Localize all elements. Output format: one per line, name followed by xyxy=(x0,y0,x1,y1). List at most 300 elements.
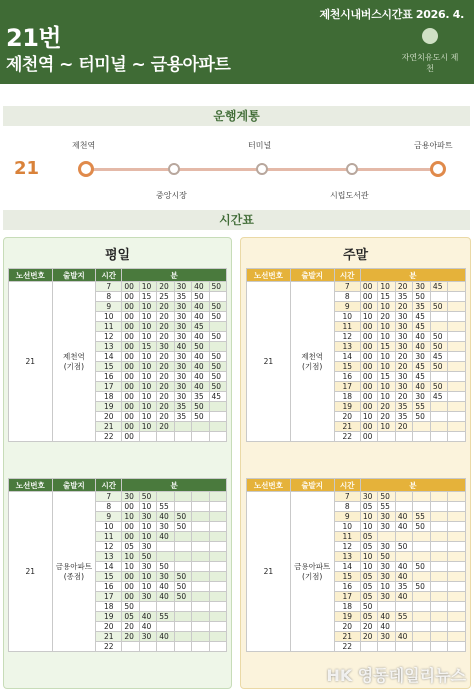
minute-cell: 50 xyxy=(192,412,209,422)
minute-cell: 10 xyxy=(139,532,156,542)
minute-cell xyxy=(192,492,209,502)
minute-cell: 00 xyxy=(122,432,139,442)
minute-cell xyxy=(430,492,448,502)
minute-cell: 30 xyxy=(157,342,174,352)
minute-cell xyxy=(209,322,226,332)
minute-cell xyxy=(430,542,448,552)
minute-cell: 10 xyxy=(139,572,156,582)
hour-cell: 16 xyxy=(96,372,122,382)
minute-cell xyxy=(157,492,174,502)
minute-cell: 50 xyxy=(209,372,226,382)
minute-cell xyxy=(209,432,226,442)
stop-label-2: 터미널 xyxy=(248,141,272,150)
minute-cell xyxy=(448,582,466,592)
minute-cell: 30 xyxy=(395,332,413,342)
minute-cell: 10 xyxy=(378,302,396,312)
minute-cell: 10 xyxy=(122,512,139,522)
minute-cell xyxy=(448,592,466,602)
minute-cell: 35 xyxy=(174,292,191,302)
minute-cell: 05 xyxy=(360,592,378,602)
minute-cell: 20 xyxy=(157,402,174,412)
minute-cell xyxy=(448,562,466,572)
minute-cell: 50 xyxy=(209,352,226,362)
header-top-label: 제천시내버스시간표 2026. 4. xyxy=(319,8,464,21)
hour-cell: 21 xyxy=(96,632,122,642)
minute-cell: 45 xyxy=(413,372,431,382)
minute-cell xyxy=(430,582,448,592)
minute-cell: 35 xyxy=(395,412,413,422)
minute-cell xyxy=(174,432,191,442)
minute-cell: 10 xyxy=(139,332,156,342)
minute-cell: 10 xyxy=(139,322,156,332)
minute-cell xyxy=(174,612,191,622)
minute-cell: 50 xyxy=(157,562,174,572)
minute-cell: 15 xyxy=(139,292,156,302)
minute-cell: 30 xyxy=(174,332,191,342)
minute-cell xyxy=(448,362,466,372)
minute-cell: 10 xyxy=(360,562,378,572)
minute-cell: 40 xyxy=(395,512,413,522)
minute-cell: 40 xyxy=(395,562,413,572)
minute-cell xyxy=(192,592,209,602)
minute-cell xyxy=(430,502,448,512)
minute-cell xyxy=(174,502,191,512)
minute-cell: 40 xyxy=(157,512,174,522)
section-route-diagram: 운행계통 xyxy=(3,106,470,126)
hour-cell: 12 xyxy=(334,542,360,552)
minute-cell xyxy=(192,522,209,532)
minute-cell: 00 xyxy=(122,532,139,542)
minute-cell: 10 xyxy=(378,362,396,372)
minute-cell: 30 xyxy=(395,382,413,392)
minute-cell: 20 xyxy=(122,622,139,632)
minute-cell: 55 xyxy=(395,612,413,622)
minute-cell xyxy=(413,612,431,622)
minute-cell: 50 xyxy=(430,302,448,312)
hour-cell: 7 xyxy=(96,282,122,292)
minute-cell xyxy=(378,602,396,612)
hour-cell: 19 xyxy=(334,402,360,412)
minute-cell: 30 xyxy=(413,352,431,362)
minute-cell: 40 xyxy=(413,332,431,342)
minute-cell: 10 xyxy=(139,582,156,592)
hour-cell: 15 xyxy=(334,362,360,372)
minute-cell: 20 xyxy=(122,632,139,642)
hour-cell: 12 xyxy=(334,332,360,342)
hour-cell: 17 xyxy=(334,592,360,602)
minute-cell xyxy=(209,552,226,562)
minute-cell: 50 xyxy=(378,552,396,562)
hour-cell: 13 xyxy=(96,342,122,352)
section-timetable: 시간표 xyxy=(3,210,470,230)
table-row xyxy=(247,492,466,502)
hour-cell: 14 xyxy=(334,352,360,362)
minute-cell: 50 xyxy=(192,292,209,302)
minute-cell xyxy=(192,502,209,512)
stop-marker-4 xyxy=(430,161,446,177)
minute-cell xyxy=(192,572,209,582)
minute-cell: 40 xyxy=(378,612,396,622)
minute-cell xyxy=(174,562,191,572)
hour-cell: 21 xyxy=(334,632,360,642)
minute-cell: 10 xyxy=(139,302,156,312)
minute-cell: 15 xyxy=(378,372,396,382)
minute-cell xyxy=(209,412,226,422)
minute-cell xyxy=(395,642,413,652)
minute-cell xyxy=(122,642,139,652)
hour-cell: 22 xyxy=(334,642,360,652)
minute-cell: 40 xyxy=(157,582,174,592)
minute-cell xyxy=(430,432,448,442)
weekend-timetable-from-geumyong-apt xyxy=(246,478,466,652)
minute-cell: 40 xyxy=(395,522,413,532)
minute-cell: 05 xyxy=(122,542,139,552)
minute-cell: 00 xyxy=(360,402,378,412)
minute-cell xyxy=(174,422,191,432)
minute-cell: 10 xyxy=(139,282,156,292)
minute-cell xyxy=(209,402,226,412)
minute-cell: 00 xyxy=(360,342,378,352)
hour-cell: 17 xyxy=(96,592,122,602)
minute-cell xyxy=(430,632,448,642)
hour-cell: 8 xyxy=(334,502,360,512)
minute-cell: 10 xyxy=(378,332,396,342)
minute-cell: 10 xyxy=(139,522,156,532)
hour-cell: 15 xyxy=(96,572,122,582)
origin-cell: 제천역 (기점) xyxy=(290,282,334,442)
minute-cell: 20 xyxy=(378,402,396,412)
minute-cell: 15 xyxy=(378,292,396,302)
hour-cell: 14 xyxy=(334,562,360,572)
minute-cell xyxy=(157,642,174,652)
minute-cell: 40 xyxy=(192,362,209,372)
minute-cell xyxy=(192,622,209,632)
minute-cell: 55 xyxy=(413,402,431,412)
minute-cell: 40 xyxy=(192,302,209,312)
minute-cell xyxy=(378,532,396,542)
minute-cell xyxy=(430,602,448,612)
minute-cell: 50 xyxy=(413,582,431,592)
minute-cell xyxy=(395,492,413,502)
minute-cell: 40 xyxy=(395,572,413,582)
hour-cell: 7 xyxy=(96,492,122,502)
minute-cell xyxy=(448,392,466,402)
minute-cell: 55 xyxy=(157,612,174,622)
minute-cell: 30 xyxy=(174,372,191,382)
minute-cell: 45 xyxy=(413,362,431,372)
table-header-row xyxy=(247,269,466,282)
minute-cell: 50 xyxy=(122,602,139,612)
minute-cell xyxy=(139,432,156,442)
table-row xyxy=(9,492,227,502)
minute-cell: 00 xyxy=(360,372,378,382)
hour-cell: 10 xyxy=(334,522,360,532)
minute-cell xyxy=(209,612,226,622)
minute-cell xyxy=(192,632,209,642)
minute-cell: 00 xyxy=(122,392,139,402)
minute-cell: 30 xyxy=(174,382,191,392)
minute-cell: 40 xyxy=(174,342,191,352)
minute-cell xyxy=(448,302,466,312)
hour-cell: 9 xyxy=(334,512,360,522)
minute-cell: 40 xyxy=(192,382,209,392)
minute-cell: 00 xyxy=(122,332,139,342)
minute-cell: 00 xyxy=(360,282,378,292)
minute-cell: 10 xyxy=(139,402,156,412)
minute-cell: 50 xyxy=(192,342,209,352)
stop-marker-1 xyxy=(168,163,180,175)
minute-cell xyxy=(209,502,226,512)
minute-cell: 40 xyxy=(139,622,156,632)
hour-cell: 8 xyxy=(96,502,122,512)
minute-cell: 30 xyxy=(174,282,191,292)
minute-cell xyxy=(174,642,191,652)
minute-cell xyxy=(430,422,448,432)
hour-cell: 14 xyxy=(96,562,122,572)
minute-cell xyxy=(448,322,466,332)
minute-cell xyxy=(209,422,226,432)
header xyxy=(0,0,474,84)
minute-cell: 00 xyxy=(122,302,139,312)
minute-cell: 20 xyxy=(157,282,174,292)
minute-cell: 00 xyxy=(360,382,378,392)
minute-cell xyxy=(192,602,209,612)
minute-cell: 35 xyxy=(413,302,431,312)
hour-cell: 10 xyxy=(96,312,122,322)
minute-cell xyxy=(413,572,431,582)
minute-cell xyxy=(209,632,226,642)
minute-cell: 00 xyxy=(122,362,139,372)
minute-cell: 10 xyxy=(378,382,396,392)
hour-cell: 19 xyxy=(96,612,122,622)
hour-cell: 12 xyxy=(96,542,122,552)
minute-cell xyxy=(448,522,466,532)
minute-cell: 50 xyxy=(192,402,209,412)
minute-cell: 00 xyxy=(122,502,139,512)
minute-cell xyxy=(209,592,226,602)
minute-cell: 35 xyxy=(395,402,413,412)
minute-cell xyxy=(413,632,431,642)
hour-cell: 16 xyxy=(96,582,122,592)
minute-cell: 30 xyxy=(139,632,156,642)
minute-cell xyxy=(209,532,226,542)
minute-cell: 00 xyxy=(122,342,139,352)
hour-cell: 22 xyxy=(96,432,122,442)
table-header-row xyxy=(9,269,227,282)
hour-cell: 11 xyxy=(96,532,122,542)
minute-cell: 05 xyxy=(122,612,139,622)
minute-cell: 30 xyxy=(157,572,174,582)
minute-cell: 45 xyxy=(413,322,431,332)
route-number-cell: 21 xyxy=(247,282,291,442)
route-column-header: 노선번호 xyxy=(9,269,53,282)
minute-cell: 05 xyxy=(360,532,378,542)
hour-column-header: 시간 xyxy=(96,269,122,282)
minute-cell: 00 xyxy=(360,322,378,332)
minute-cell: 45 xyxy=(192,322,209,332)
minute-cell: 50 xyxy=(413,562,431,572)
minute-cell xyxy=(413,542,431,552)
minute-cell: 50 xyxy=(413,292,431,302)
route-column-header: 노선번호 xyxy=(9,479,53,492)
minute-cell xyxy=(448,642,466,652)
minute-cell: 40 xyxy=(395,592,413,602)
minute-cell xyxy=(448,292,466,302)
stop-marker-2 xyxy=(256,163,268,175)
minute-cell: 20 xyxy=(157,382,174,392)
minute-cell xyxy=(448,372,466,382)
minute-cell xyxy=(430,312,448,322)
minute-cell: 00 xyxy=(122,372,139,382)
city-logo xyxy=(398,28,462,73)
minute-cell xyxy=(448,512,466,522)
hour-cell: 16 xyxy=(334,372,360,382)
minute-cell: 30 xyxy=(360,492,378,502)
hour-cell: 15 xyxy=(334,572,360,582)
minute-cell: 30 xyxy=(157,522,174,532)
minute-cell xyxy=(174,602,191,612)
minute-cell: 25 xyxy=(157,292,174,302)
minute-cell: 20 xyxy=(157,312,174,322)
minute-cell: 40 xyxy=(192,352,209,362)
minute-cell: 55 xyxy=(413,512,431,522)
minute-cell xyxy=(430,532,448,542)
minute-cell xyxy=(430,592,448,602)
minute-cell xyxy=(209,522,226,532)
route-number-cell: 21 xyxy=(9,492,53,652)
minute-cell xyxy=(209,562,226,572)
hour-cell: 16 xyxy=(334,582,360,592)
hour-column-header: 시간 xyxy=(96,479,122,492)
hour-cell: 17 xyxy=(96,382,122,392)
route-number: 21번 xyxy=(6,24,62,52)
route-column-header: 노선번호 xyxy=(247,269,291,282)
hour-cell: 19 xyxy=(334,612,360,622)
minute-cell: 45 xyxy=(209,392,226,402)
minute-cell: 20 xyxy=(157,372,174,382)
hour-cell: 20 xyxy=(96,622,122,632)
minute-cell xyxy=(413,492,431,502)
minute-cell: 20 xyxy=(157,322,174,332)
hour-cell: 11 xyxy=(334,532,360,542)
minute-cell xyxy=(413,602,431,612)
minute-cell xyxy=(395,602,413,612)
minute-cell: 00 xyxy=(360,292,378,302)
minute-cell: 10 xyxy=(378,422,396,432)
minute-cell: 50 xyxy=(430,332,448,342)
minute-cell: 10 xyxy=(122,562,139,572)
logo-text: 자연치유도시 제천 xyxy=(401,53,459,73)
minute-cell xyxy=(448,602,466,612)
minute-cell: 40 xyxy=(192,282,209,292)
origin-column-header: 출발지 xyxy=(52,479,96,492)
minute-cell: 50 xyxy=(430,382,448,392)
route-number-cell: 21 xyxy=(247,492,291,652)
minute-cell xyxy=(174,552,191,562)
minute-cell xyxy=(413,622,431,632)
minute-cell: 20 xyxy=(378,312,396,322)
minute-cell xyxy=(209,492,226,502)
hour-column-header: 시간 xyxy=(334,479,360,492)
minute-cell: 30 xyxy=(395,342,413,352)
hour-cell: 20 xyxy=(96,412,122,422)
origin-column-header: 출발지 xyxy=(52,269,96,282)
minute-cell: 50 xyxy=(209,382,226,392)
minute-cell: 00 xyxy=(122,282,139,292)
minute-cell: 40 xyxy=(395,632,413,642)
minute-cell: 00 xyxy=(360,432,378,442)
minute-cell xyxy=(209,642,226,652)
minute-cell xyxy=(378,432,396,442)
minute-cell: 50 xyxy=(413,522,431,532)
minute-cell xyxy=(174,622,191,632)
hour-cell: 8 xyxy=(96,292,122,302)
minute-cell xyxy=(209,342,226,352)
minute-cell: 00 xyxy=(360,362,378,372)
table-row xyxy=(9,282,227,292)
minute-cell: 00 xyxy=(122,352,139,362)
minute-cell: 30 xyxy=(378,522,396,532)
minute-cell: 00 xyxy=(122,422,139,432)
hour-cell: 10 xyxy=(96,522,122,532)
stop-label-1: 중앙시장 xyxy=(156,191,187,200)
minute-cell: 20 xyxy=(157,352,174,362)
hour-cell: 22 xyxy=(334,432,360,442)
minute-cell xyxy=(430,552,448,562)
minute-cell: 30 xyxy=(395,372,413,382)
minute-cell: 30 xyxy=(395,322,413,332)
minute-cell: 00 xyxy=(122,322,139,332)
minute-cell xyxy=(448,572,466,582)
origin-column-header: 출발지 xyxy=(290,479,334,492)
stop-label-3: 시립도서관 xyxy=(330,191,369,200)
minute-cell: 40 xyxy=(413,342,431,352)
minute-cell: 00 xyxy=(360,392,378,402)
minute-cell: 20 xyxy=(395,422,413,432)
minute-cell xyxy=(448,552,466,562)
minute-cell xyxy=(448,612,466,622)
minute-cell: 20 xyxy=(157,332,174,342)
minute-cell: 20 xyxy=(378,412,396,422)
minute-cell xyxy=(430,522,448,532)
minute-cell: 50 xyxy=(174,582,191,592)
minute-cell xyxy=(174,542,191,552)
table-row xyxy=(247,282,466,292)
minute-cell: 40 xyxy=(192,372,209,382)
minute-cell: 10 xyxy=(139,352,156,362)
minute-cell: 00 xyxy=(122,582,139,592)
hour-cell: 13 xyxy=(334,552,360,562)
minute-cell xyxy=(448,492,466,502)
hour-cell: 13 xyxy=(334,342,360,352)
minute-cell: 15 xyxy=(139,342,156,352)
minute-cell xyxy=(448,502,466,512)
minute-cell: 20 xyxy=(395,392,413,402)
stop-label-0: 제천역 xyxy=(72,141,96,150)
minute-cell xyxy=(395,432,413,442)
minute-cell: 00 xyxy=(122,412,139,422)
minute-cell: 05 xyxy=(360,542,378,552)
minute-cell: 20 xyxy=(157,362,174,372)
minute-cell: 30 xyxy=(378,592,396,602)
minute-cell: 00 xyxy=(122,572,139,582)
hour-cell: 10 xyxy=(334,312,360,322)
minute-cell xyxy=(209,292,226,302)
minute-cell: 20 xyxy=(360,632,378,642)
hour-cell: 14 xyxy=(96,352,122,362)
minute-cell xyxy=(430,412,448,422)
minute-cell: 30 xyxy=(174,352,191,362)
